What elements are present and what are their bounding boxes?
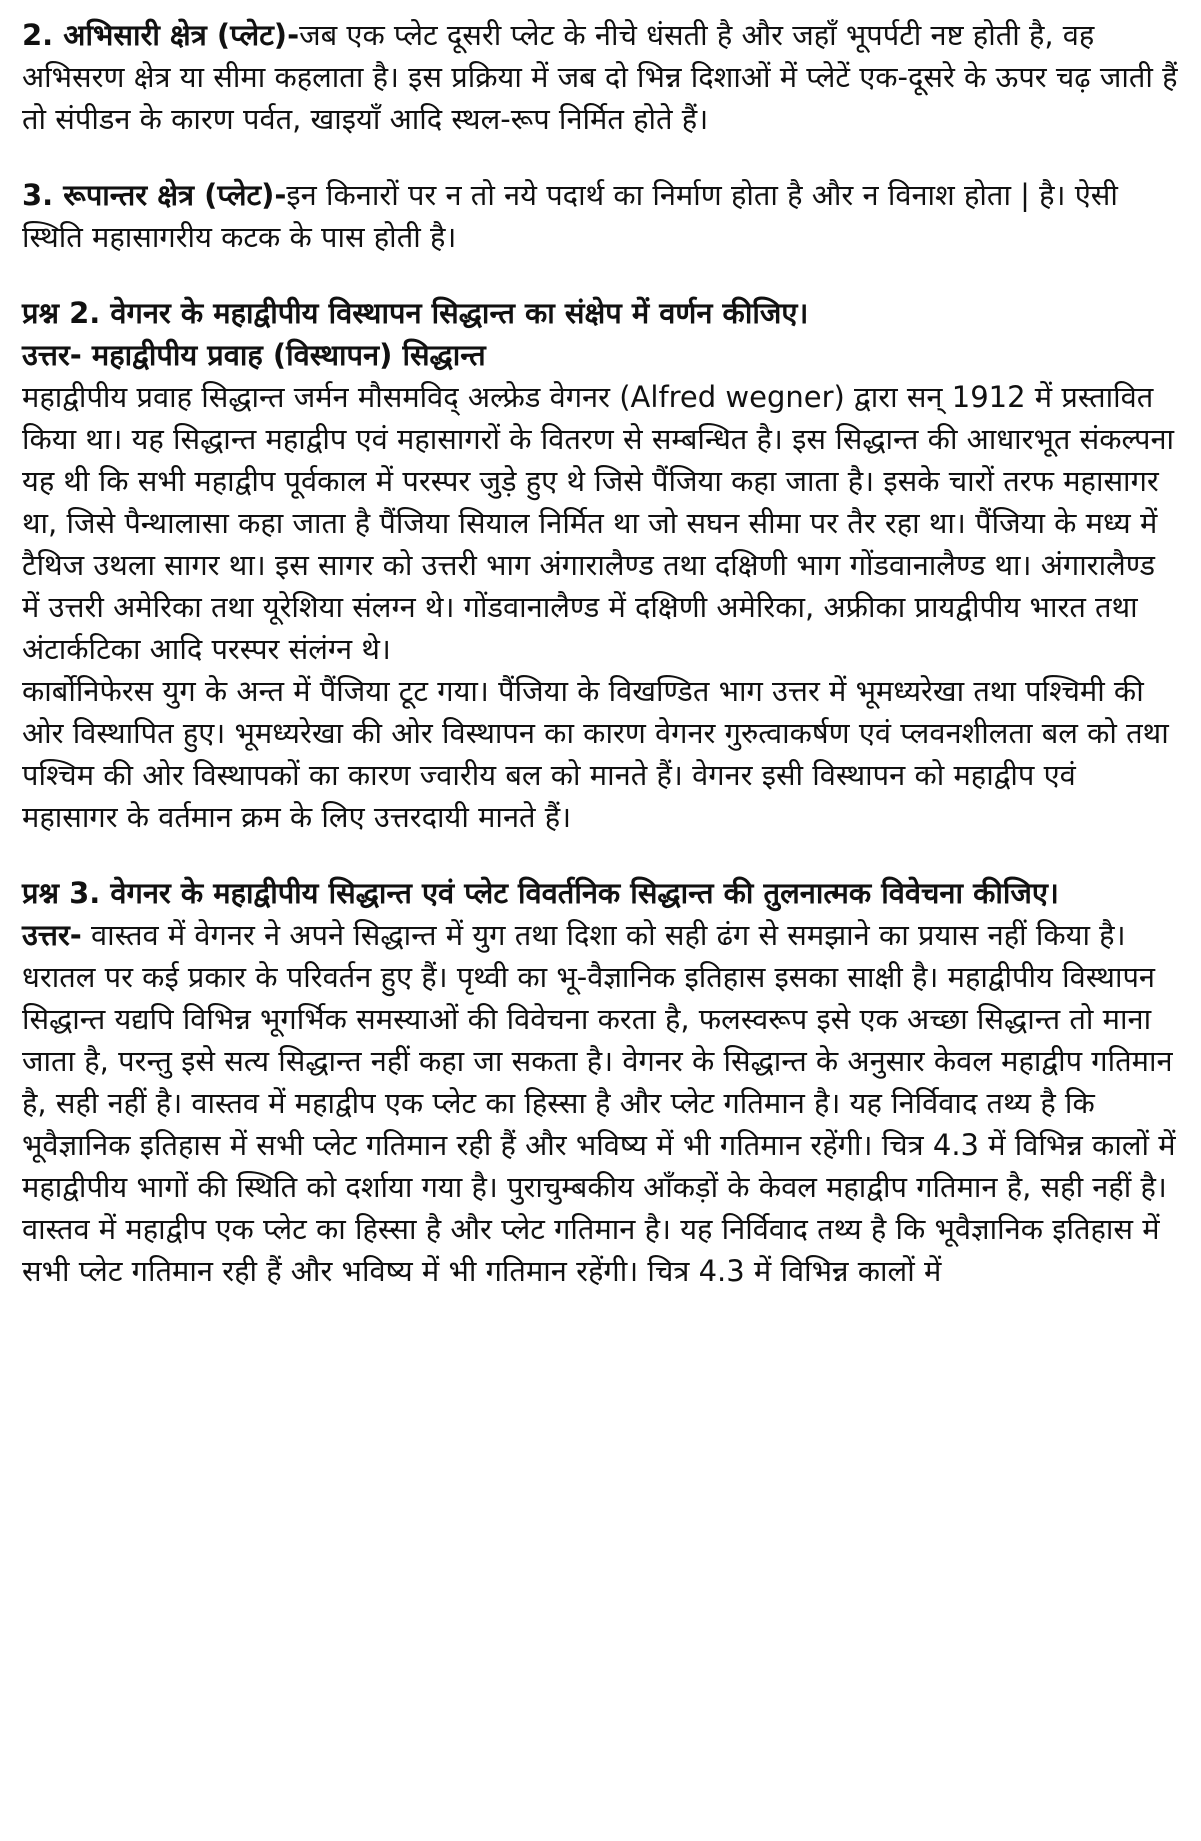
question-3-answer-text: वास्तव में वेगनर ने अपने सिद्धान्त में युग तथा दिशा को सही ढंग से समझाने का प्रयास नहीं किया है। धरातल पर कई प्रकार के परिवर्तन हुए हैं। पृथ्वी का भू-वैज्ञानिक इतिहास इसका साक्षी है। महाद्वीपीय विस्थापन सिद्धान्त यद्यपि विभिन्न भूगर्भिक समस्याओं की विवेचना करता है, फलस्वरूप इसे एक अच्छा सिद्धान्त तो माना जाता है, परन्तु इसे सत्य सिद्धान्त नहीं कहा जा सकता है। वेगनर के सिद्धान्त के अनुसार केवल महाद्वीप गतिमान है, सही नहीं है। वास्तव में महाद्वीप एक प्लेट का हिस्सा है और प्लेट गतिमान है। यह निर्विवाद तथ्य है कि भूवैज्ञानिक इतिहास में सभी प्लेट गतिमान रही हैं और भविष्य में भी गतिमान रहेंगी। चित्र 4.3 में विभिन्न कालों में महाद्वीपीय भागों की स्थिति को दर्शाया गया है। पुराचुम्बकीय आँकड़ों के केवल महाद्वीप गतिमान है, सही नहीं है। वास्तव में महाद्वीप एक प्लेट का हिस्सा है और प्लेट गतिमान है। यह निर्विवाद तथ्य है कि भूवैज्ञानिक इतिहास में सभी प्लेट गतिमान रही हैं और भविष्य में भी गतिमान रहेंगी। चित्र 4.3 में विभिन्न कालों में xyxy=(22,918,1176,1288)
question-2-paragraph-2: कार्बोनिफेरस युग के अन्त में पैंजिया टूट गया। पैंजिया के विखण्डित भाग उत्तर में भूमध्यरेखा तथा पश्चिमी की ओर विस्थापित हुए। भूमध्यरेखा की ओर विस्थापन का कारण वेगनर गुरुत्वाकर्षण एवं प्लवनशीलता बल को तथा पश्चिम की ओर विस्थापकों का कारण ज्वारीय बल को मानते हैं। वेगनर इसी विस्थापन को महाद्वीप एवं महासागर के वर्तमान क्रम के लिए उत्तरदायी मानते हैं। xyxy=(22,674,1169,834)
question-2-paragraph-1: महाद्वीपीय प्रवाह सिद्धान्त जर्मन मौसमविद् अल्फ्रेड वेगनर (Alfred wegner) द्वारा सन् 1912 में प्रस्तावित किया था। यह सिद्धान्त महाद्वीप एवं महासागरों के वितरण से सम्बन्धित है। इस सिद्धान्त की आधारभूत संकल्पना यह थी कि सभी महाद्वीप पूर्वकाल में परस्पर जुड़े हुए थे जिसे पैंजिया कहा जाता है। इसके चारों तरफ महासागर था, जिसे पैन्थालासा कहा जाता है पैंजिया सियाल निर्मित था जो सघन सीमा पर तैर रहा था। पैंजिया के मध्य में टैथिज उथला सागर था। इस सागर को उत्तरी भाग अंगारालैण्ड तथा दक्षिणी भाग गोंडवानालैण्ड था। अंगारालैण्ड में उत्तरी अमेरिका तथा यूरेशिया संलग्न थे। गोंडवानालैण्ड में दक्षिणी अमेरिका, अफ्रीका प्रायद्वीपीय भारत तथा अंटार्कटिका आदि परस्पर संलंग्न थे। xyxy=(22,380,1175,666)
answer-label: उत्तर- xyxy=(22,918,82,952)
question-2 xyxy=(22,292,1179,838)
question-2-title: प्रश्न 2. वेगनर के महाद्वीपीय विस्थापन सिद्धान्त का संक्षेप में वर्णन कीजिए। xyxy=(22,296,809,330)
section-label: 3. रूपान्तर क्षेत्र (प्लेट)- xyxy=(22,178,287,212)
question-2-answer-heading: उत्तर- महाद्वीपीय प्रवाह (विस्थापन) सिद्धान्त xyxy=(22,338,486,372)
question-3-answer xyxy=(22,914,1179,1292)
section-transform-zone xyxy=(22,174,1179,258)
section-convergent-zone xyxy=(22,14,1179,140)
section-label: 2. अभिसारी क्षेत्र (प्लेट)- xyxy=(22,18,300,52)
question-3 xyxy=(22,872,1179,1292)
section-text: जब एक प्लेट दूसरी प्लेट के नीचे धंसती है और जहाँ भूपर्पटी नष्ट होती है, वह अभिसरण क्षेत्र या सीमा कहलाता है। इस प्रक्रिया में जब दो भिन्न दिशाओं में प्लेटें एक-दूसरे के ऊपर चढ़ जाती हैं तो संपीडन के कारण पर्वत, खाइयाँ आदि स्थल-रूप निर्मित होते हैं। xyxy=(22,18,1178,136)
section-text: इन किनारों पर न तो नये पदार्थ का निर्माण होता है और न विनाश होता | है। ऐसी स्थिति महासागरीय कटक के पास होती है। xyxy=(22,178,1118,254)
question-3-title: प्रश्न 3. वेगनर के महाद्वीपीय सिद्धान्त एवं प्लेट विवर्तनिक सिद्धान्त की तुलनात्मक विवेचना कीजिए। xyxy=(22,876,1059,910)
